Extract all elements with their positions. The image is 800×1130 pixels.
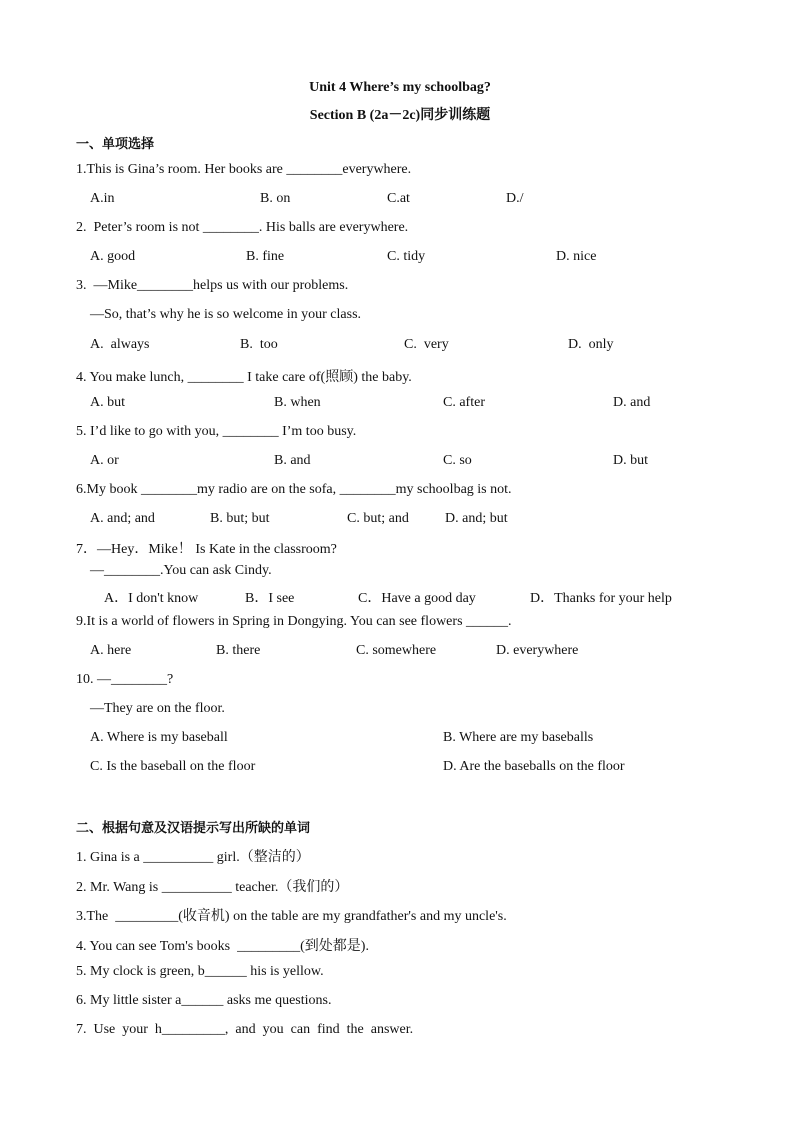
fill-in-item-3: 3.The _________(收音机) on the table are my grandfather's and my uncle's. xyxy=(76,909,507,924)
question-2-option-d: D. nice xyxy=(556,249,597,264)
fill-in-item-5: 5. My clock is green, b______ his is yellow. xyxy=(76,964,324,979)
fill-in-item-7: 7. Use your h_________, and you can find the answer. xyxy=(76,1022,414,1037)
question-9-option-a: A. here xyxy=(90,643,132,658)
question-1-option-a: A.in xyxy=(90,191,115,206)
question-7-option-c: C．Have a good day xyxy=(358,591,476,606)
question-9-option-d: D. everywhere xyxy=(496,643,579,658)
question-3-option-a: A. always xyxy=(90,337,150,352)
question-1-option-b: B. on xyxy=(260,191,291,206)
question-2: 2. Peter’s room is not ________. His balls are everywhere. xyxy=(76,220,409,235)
question-7-reply: —________.You can ask Cindy. xyxy=(90,563,272,578)
question-9-option-b: B. there xyxy=(216,643,261,658)
question-5: 5. I’d like to go with you, ________ I’m too busy. xyxy=(76,424,357,439)
question-7-option-d: D．Thanks for your help xyxy=(530,591,672,606)
question-9: 9.It is a world of flowers in Spring in Dongying. You can see flowers ______. xyxy=(76,614,512,629)
question-2-option-a: A. good xyxy=(90,249,136,264)
question-6: 6.My book ________my radio are on the sofa, ________my schoolbag is not. xyxy=(76,482,512,497)
question-5-option-b: B. and xyxy=(274,453,311,468)
question-3-option-c: C. very xyxy=(404,337,449,352)
question-10-option-c: C. Is the baseball on the floor xyxy=(90,759,256,774)
fill-in-item-6: 6. My little sister a______ asks me questions. xyxy=(76,993,332,1008)
question-6-option-a: A. and; and xyxy=(90,511,155,526)
question-1-option-d: D./ xyxy=(506,191,524,206)
question-4-option-b: B. when xyxy=(274,395,321,410)
question-5-option-d: D. but xyxy=(613,453,648,468)
question-3-reply: —So, that’s why he is so welcome in your class. xyxy=(90,307,362,322)
question-7-option-a: A．I don't know xyxy=(104,591,199,606)
question-3-option-d: D. only xyxy=(568,337,614,352)
question-9-option-c: C. somewhere xyxy=(356,643,437,658)
question-10-option-b: B. Where are my baseballs xyxy=(443,730,594,745)
fill-in-item-2: 2. Mr. Wang is __________ teacher.（我们的） xyxy=(76,880,349,895)
question-6-option-d: D. and; but xyxy=(445,511,508,526)
section-heading-fill-in: 二、根据句意及汉语提示写出所缺的单词 xyxy=(76,821,311,836)
question-1: 1.This is Gina’s room. Her books are ________everywhere. xyxy=(76,162,412,177)
question-5-option-a: A. or xyxy=(90,453,119,468)
question-4: 4. You make lunch, ________ I take care of(照顾) the baby. xyxy=(76,370,412,385)
question-2-option-b: B. fine xyxy=(246,249,285,264)
question-10-option-a: A. Where is my baseball xyxy=(90,730,228,745)
fill-in-item-1: 1. Gina is a __________ girl.（整洁的） xyxy=(76,850,310,865)
question-4-option-c: C. after xyxy=(443,395,485,410)
question-2-option-c: C. tidy xyxy=(387,249,426,264)
question-6-option-b: B. but; but xyxy=(210,511,270,526)
question-3-option-b: B. too xyxy=(240,337,278,352)
question-4-option-a: A. but xyxy=(90,395,125,410)
question-7-option-b: B．I see xyxy=(245,591,295,606)
page-title: Unit 4 Where’s my schoolbag? xyxy=(309,80,491,95)
question-6-option-c: C. but; and xyxy=(347,511,409,526)
question-3: 3. —Mike________helps us with our problems. xyxy=(76,278,349,293)
question-7: 7．—Hey．Mike！ Is Kate in the classroom? xyxy=(76,542,337,557)
fill-in-item-4: 4. You can see Tom's books _________(到处都是). xyxy=(76,939,369,954)
question-10: 10. —________? xyxy=(76,672,174,687)
question-10-reply: —They are on the floor. xyxy=(90,701,225,716)
question-5-option-c: C. so xyxy=(443,453,472,468)
question-1-option-c: C.at xyxy=(387,191,410,206)
question-10-option-d: D. Are the baseballs on the floor xyxy=(443,759,625,774)
question-4-option-d: D. and xyxy=(613,395,651,410)
section-heading-multiple-choice: 一、单项选择 xyxy=(76,137,155,152)
page-subtitle: Section B (2a－2c)同步训练题 xyxy=(309,108,491,123)
